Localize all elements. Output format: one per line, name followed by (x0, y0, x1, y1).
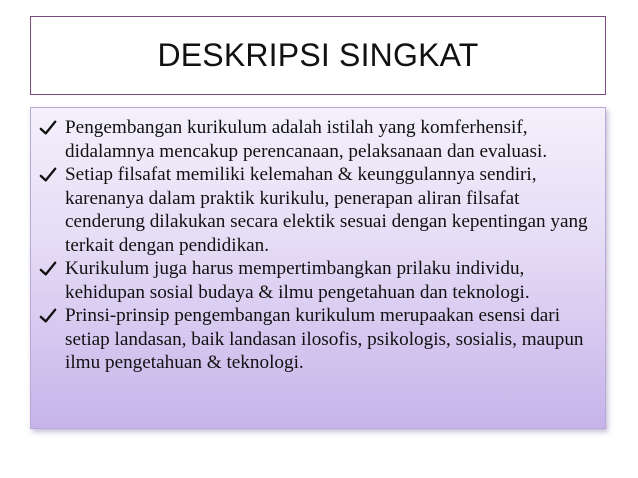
content-box (30, 107, 606, 429)
bullet-text-3: Kurikulum juga harus mempertimbangkan prilaku individu, kehidupan sosial budaya & ilmu pengetahuan dan teknologi. (65, 258, 530, 303)
check-icon (39, 260, 57, 278)
check-icon (39, 166, 57, 184)
title-box (30, 16, 606, 95)
bullet-text-1: Pengembangan kurikulum adalah istilah yang komferhensif, didalamnya mencakup perencanaan, pelaksanaan dan evaluasi. (65, 117, 548, 162)
bullet-text-4: Prinsi-prinsip pengembangan kurikulum merupaakan esensi dari setiap landasan, baik landasan ilosofis, psikologis, sosialis, maupun ilmu pengetahuan & teknologi. (65, 305, 584, 373)
check-icon (39, 119, 57, 137)
bullet-item-4 (37, 304, 597, 375)
bullet-text-2: Setiap filsafat memiliki kelemahan & keunggulannya sendiri, karenanya dalam praktik kurikulu, penerapan aliran filsafat cenderung dilakukan secara elektik sesuai dengan kepentingan yang terkait dengan pendidikan. (65, 164, 588, 256)
slide-title: DESKRIPSI SINGKAT (157, 37, 479, 73)
bullet-item-2 (37, 163, 597, 257)
bullet-item-1 (37, 116, 597, 163)
bullet-list (37, 116, 597, 375)
bullet-item-3 (37, 257, 597, 304)
check-icon (39, 307, 57, 325)
